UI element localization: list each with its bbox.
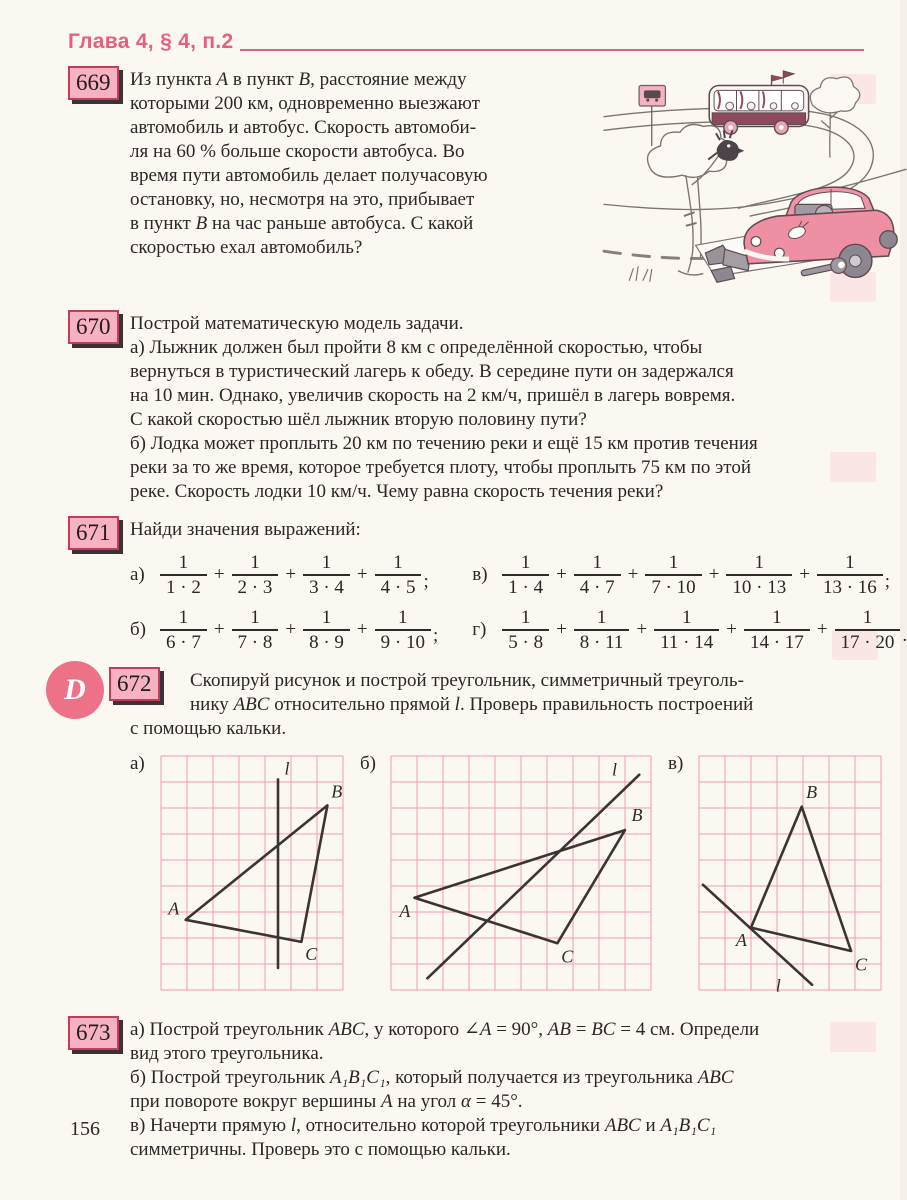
expression-label: б)	[130, 619, 146, 641]
fraction: $\frac{1}{4 \cdot 7}$	[574, 552, 621, 599]
text-line: автомобиль и автобус. Скорость автомоби-	[130, 117, 477, 138]
text-line: а) Лыжник должен был пройти 8 км с определённой скоростью, чтобы	[130, 337, 703, 358]
fraction: $\frac{1}{11 \cdot 14}$	[654, 607, 719, 654]
vertex-label-l: l	[775, 975, 781, 996]
fraction: $\frac{1}{6 \cdot 7}$	[160, 607, 207, 654]
text-line: которыми 200 км, одновременно выезжают	[130, 93, 480, 114]
text-line: в) Начерти прямую l, относительно которой треугольники ABC и A₁B₁C₁	[130, 1115, 717, 1137]
problem-670-text	[130, 336, 900, 504]
figure-v	[668, 753, 882, 1002]
chapter-title: Глава 4, § 4, п.2	[68, 30, 234, 53]
text-line: реке. Скорость лодки 10 км/ч. Чему равна скорость течения реки?	[130, 481, 664, 502]
plus-sign: +	[356, 619, 368, 641]
vertex-label-B: B	[631, 805, 643, 826]
grid-figure	[160, 753, 344, 997]
vertex-label-A: A	[735, 930, 747, 951]
expression	[130, 607, 438, 654]
fraction: $\frac{1}{1 \cdot 2}$	[160, 552, 207, 599]
expression	[130, 552, 438, 599]
plus-sign: +	[726, 619, 737, 641]
text-line: скоростью ехал автомобиль?	[130, 237, 363, 258]
problem-671-intro: Найди значения выражений:	[130, 519, 361, 540]
problem-669-text	[130, 68, 598, 260]
plus-sign: +	[627, 564, 639, 586]
text-line: время пути автомобиль делает получасовую	[130, 165, 488, 186]
fraction: $\frac{1}{2 \cdot 3}$	[232, 552, 279, 599]
chapter-header	[68, 30, 864, 54]
fraction: $\frac{1}{4 \cdot 5}$	[375, 552, 422, 599]
text-line: симметричны. Проверь это с помощью кальки.	[130, 1139, 511, 1161]
problem-672-text	[190, 669, 900, 717]
problem-673	[68, 1018, 900, 1162]
text-line: С какой скоростью шёл лыжник вторую половину пути?	[130, 409, 587, 430]
vertex-label-B: B	[806, 782, 818, 803]
expression	[472, 607, 907, 654]
page-number: 156	[70, 1118, 100, 1140]
expression-punctuation: ;	[884, 570, 891, 592]
text-line: при повороте вокруг вершины A на угол α = 45°.	[130, 1091, 523, 1113]
triangle-abc	[414, 830, 625, 943]
expression-punctuation: ;	[423, 570, 429, 592]
fraction: $\frac{1}{13 \cdot 16}$	[817, 552, 883, 599]
broken-car-icon	[684, 187, 897, 282]
text-line: реки за то же время, которое требуется плоту, чтобы проплыть 75 км по этой	[130, 457, 752, 478]
expression-punctuation: ;	[432, 625, 439, 647]
text-line: Из пункта A в пункт B, расстояние между	[130, 69, 467, 90]
problem-number-badge: 671	[68, 516, 119, 550]
text-line: ля на 60 % больше скорости автобуса. Во	[130, 141, 465, 162]
text-line: остановку, но, несмотря на это, прибывает	[130, 189, 475, 210]
plus-sign: +	[356, 564, 368, 586]
vertex-label-C: C	[305, 944, 318, 965]
problem-number-badge: 669	[68, 66, 119, 100]
plus-sign: +	[816, 619, 828, 641]
vertex-label-C: C	[855, 954, 868, 975]
problem-number-badge: 673	[68, 1016, 119, 1050]
expression	[472, 552, 907, 599]
figures-row	[130, 753, 900, 1002]
text-line: на 10 мин. Однако, увеличив скорость на 2 км/ч, пришёл в лагерь вовремя.	[130, 385, 736, 406]
vertex-label-l: l	[284, 759, 290, 780]
fraction: $\frac{1}{3 \cdot 4}$	[303, 552, 350, 599]
plus-sign: +	[556, 564, 567, 586]
fraction: $\frac{1}{7 \cdot 10}$	[645, 552, 701, 599]
road-illustration	[604, 60, 906, 302]
text-line: б) Лодка может проплыть 20 км по течению реки и ещё 15 км против течения	[130, 433, 758, 454]
text-line: вернуться в туристический лагерь к обеду. В середине пути он задержался	[130, 361, 734, 382]
expression-label: в)	[472, 564, 488, 586]
figure-label: а)	[130, 753, 145, 775]
fraction: $\frac{1}{8 \cdot 9}$	[303, 607, 350, 654]
vertex-label-l: l	[612, 759, 618, 780]
fraction: $\frac{1}{8 \cdot 11}$	[574, 607, 630, 654]
text-line: б) Построй треугольник A₁B₁C₁, который получается из треугольника ABC	[130, 1067, 734, 1089]
plus-sign: +	[636, 619, 648, 641]
text-line: а) Построй треугольник ABC, у которого ∠A = 90°, AB = BC = 4 см. Определи	[130, 1019, 760, 1041]
figure-a	[130, 753, 344, 1002]
plus-sign: +	[285, 619, 297, 641]
fraction: $\frac{1}{14 \cdot 17}$	[744, 607, 810, 654]
text-line: вид этого треугольника.	[130, 1043, 324, 1065]
problem-672	[64, 669, 900, 741]
triangle-abc	[751, 807, 851, 951]
symmetry-line	[427, 775, 639, 979]
header-rule	[240, 49, 864, 52]
text-line: Скопируй рисунок и построй треугольник, симметричный треуголь-	[190, 670, 744, 692]
plus-sign: +	[285, 564, 297, 586]
plus-sign: +	[213, 564, 225, 586]
figure-label: б)	[360, 753, 376, 775]
grid-figure	[698, 753, 882, 997]
fraction: $\frac{1}{1 \cdot 4}$	[502, 552, 549, 599]
extra-task-badge: D	[46, 661, 104, 719]
fraction: $\frac{1}{9 \cdot 10}$	[375, 607, 431, 654]
vertex-label-A: A	[168, 898, 180, 919]
expression-punctuation: .	[902, 625, 907, 647]
problem-670-intro: Построй математическую модель задачи.	[130, 313, 464, 334]
figure-label: в)	[668, 753, 684, 775]
expression-label: г)	[472, 619, 487, 641]
problem-673-text	[130, 1018, 900, 1162]
symmetry-line	[703, 885, 812, 985]
problem-672-text-last: с помощью кальки.	[130, 718, 287, 740]
vertex-label-A: A	[399, 901, 411, 922]
vertex-label-B: B	[331, 781, 343, 802]
fraction: $\frac{1}{5 \cdot 8}$	[502, 607, 549, 654]
vertex-label-C: C	[561, 947, 574, 968]
problem-number-badge: 670	[68, 310, 119, 344]
expression-label: а)	[130, 564, 145, 586]
problem-670	[68, 312, 900, 504]
grid-figure	[390, 753, 652, 997]
plus-sign: +	[556, 619, 567, 641]
plus-sign: +	[708, 564, 720, 586]
text-line: нику ABC относительно прямой l. Проверь правильность построений	[190, 694, 754, 716]
plus-sign: +	[799, 564, 810, 586]
expression-grid	[130, 552, 907, 653]
triangle-abc	[186, 806, 328, 943]
text-line: в пункт B на час раньше автобуса. С какой	[130, 213, 474, 234]
fraction: $\frac{1}{7 \cdot 8}$	[232, 607, 279, 654]
fraction: $\frac{1}{10 \cdot 13}$	[726, 552, 792, 599]
bus-icon	[709, 71, 808, 134]
figure-b	[360, 753, 652, 1002]
problem-671	[68, 518, 907, 653]
fraction: $\frac{1}{17 \cdot 20}$	[835, 607, 901, 654]
plus-sign: +	[213, 619, 225, 641]
problem-669	[68, 68, 900, 302]
problem-number-badge: 672	[109, 667, 160, 701]
